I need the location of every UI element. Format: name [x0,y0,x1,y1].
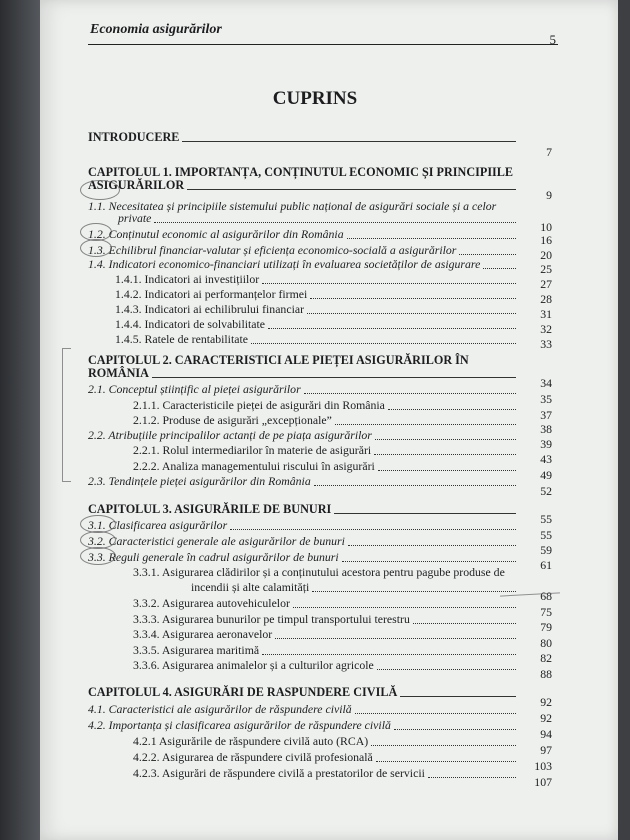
toc-entry: ASIGURĂRILOR [88,178,185,192]
toc-leader [304,393,516,394]
toc-page-number: 97 [540,743,552,757]
toc-entry: 1.3. Echilibrul financiar-valutar și eficiența economico-socială a asigurărilor [88,243,457,257]
pen-bracket-mark [62,348,71,482]
toc-leader [187,189,516,190]
toc-entry: 3.3. Reguli generale în cadrul asigurărilor de bunuri [88,550,339,564]
toc-page-number: 38 [540,422,552,436]
toc-page-number: 52 [540,484,552,498]
toc-leader [428,777,516,778]
toc-entry: 3.2. Caracteristici generale ale asigurărilor de bunuri [88,534,345,548]
toc-entry: 2.2.1. Rolul intermediarilor în materie de asigurări [133,443,372,457]
toc-entry: 4.2.2. Asigurarea de răspundere civilă profesională [133,750,373,764]
toc-entry: 3.3.3. Asigurarea bunurilor pe timpul transportului terestru [133,612,410,626]
toc-page-number: 7 [546,145,552,159]
toc-page-number: 35 [540,392,552,406]
toc-page-number: 16 [540,233,552,247]
toc-leader [268,328,516,329]
toc-entry: 1.4.3. Indicatori ai echilibrului financiar [115,302,305,316]
toc-entry: 2.2.2. Analiza managementului riscului în asigurări [133,459,375,473]
toc-page-number: 68 [540,589,552,603]
toc-entry: INTRODUCERE [88,130,180,144]
toc-entry: 4.2.1 Asigurările de răspundere civilă auto (RCA) [133,734,369,748]
toc-leader [347,238,516,239]
toc-page-number: 55 [540,512,552,526]
toc-entry: CAPITOLUL 4. ASIGURĂRI DE RASPUNDERE CIVILĂ [88,685,398,699]
toc-entry: 2.3. Tendințele pieței asigurărilor din România [88,474,311,488]
toc-leader [400,696,516,697]
toc-page-number: 34 [540,376,552,390]
toc-page-number: 82 [540,651,552,665]
toc-page-number: 33 [540,337,552,351]
toc-leader [394,729,516,730]
toc-leader [262,283,516,284]
toc-page-number: 28 [540,292,552,306]
toc-page-number: 31 [540,307,552,321]
toc-page-number: 61 [540,558,552,572]
toc-leader [377,669,516,670]
toc-leader [230,529,516,530]
toc-page-number: 79 [540,620,552,634]
toc-entry: 3.3.5. Asigurarea maritimă [133,643,260,657]
toc-entry: 3.3.2. Asigurarea autovehiculelor [133,596,290,610]
toc-leader [293,607,516,608]
toc-entry: 1.4. Indicatori economico-financiari utilizați în evaluarea societăților de asigurare [88,257,481,271]
toc-entry: 4.2. Importanța și clasificarea asigurărilor de răspundere civilă [88,718,391,732]
toc-leader [376,761,516,762]
toc-entry: CAPITOLUL 1. IMPORTANȚA, CONȚINUTUL ECONOMIC ȘI PRINCIPIILE [88,165,514,179]
pen-circle-mark [80,239,112,257]
toc-leader [154,222,516,223]
toc-leader [310,298,516,299]
toc-page-number: 10 [540,220,552,234]
toc-entry: CAPITOLUL 3. ASIGURĂRILE DE BUNURI [88,502,332,516]
toc-leader [314,485,516,486]
toc-page-number: 88 [540,667,552,681]
toc-leader [355,713,516,714]
toc-page-number: 80 [540,636,552,650]
toc-entry: 4.2.3. Asigurări de răspundere civilă a prestatorilor de servicii [133,766,425,780]
toc-leader [152,377,516,378]
toc-entry: 4.1. Caracteristici ale asigurărilor de răspundere civilă [88,702,352,716]
toc-entry: 2.1.1. Caracteristicile pieței de asigurări din România [133,398,385,412]
toc-leader [483,268,516,269]
toc-leader [375,439,516,440]
toc-page-number: 55 [540,528,552,542]
toc-page-number: 9 [546,188,552,202]
toc-leader [374,454,516,455]
toc-entry: CAPITOLUL 2. CARACTERISTICI ALE PIEȚEI ASIGURĂRILOR ÎN [88,353,469,367]
page-number: 5 [549,32,556,47]
toc-leader [275,638,516,639]
toc-page-number: 92 [540,711,552,725]
toc-page-number: 20 [540,248,552,262]
toc-leader [388,409,516,410]
toc-entry: 3.3.6. Asigurarea animalelor și a culturilor agricole [133,658,374,672]
toc-leader [348,545,516,546]
toc-title: CUPRINS [272,88,358,109]
toc-leader [312,591,516,592]
toc-entry: 2.2. Atribuțiile principalilor actanți de pe piața asigurărilor [88,428,372,442]
pen-circle-mark [80,180,120,200]
toc-entry: 1.4.5. Ratele de rentabilitate [115,332,248,346]
toc-entry: 1.4.2. Indicatori ai performanțelor firmei [115,287,308,301]
toc-entry: ROMÂNIA [88,366,149,380]
toc-leader [413,623,516,624]
toc-entry: 2.1. Conceptul științific al pieței asigurărilor [88,382,301,396]
toc-leader [251,343,516,344]
toc-leader [262,654,516,655]
toc-page-number: 103 [534,759,552,773]
toc-entry: 3.3.4. Asigurarea aeronavelor [133,627,273,641]
toc-entry: 1.2. Conținutul economic al asigurărilor din România [88,227,344,241]
toc-leader [182,141,516,142]
toc-entry: 1.1. Necesitatea și principiile sistemului public național de asigurări sociale și a celor [88,199,497,213]
toc-entry: 2.1.2. Produse de asigurări „excepționale” [133,413,332,427]
pen-circle-mark [80,547,116,565]
toc-entry: 1.4.4. Indicatori de solvabilitate [115,317,266,331]
toc-page-number: 94 [540,727,552,741]
toc-leader [334,513,516,514]
toc-leader [378,470,516,471]
toc-leader [342,561,516,562]
toc-entry: private [118,211,152,225]
toc-page-number: 49 [540,468,552,482]
toc-leader [307,313,516,314]
toc-page-number: 107 [534,775,552,789]
toc-page-number: 92 [540,695,552,709]
toc-page-number: 75 [540,605,552,619]
toc-leader [371,745,516,746]
toc-entry: 3.1. Clasificarea asigurărilor [88,518,228,532]
toc-page-number: 59 [540,543,552,557]
toc-entry: 3.3.1. Asigurarea clădirilor și a conținutului acestora pentru pagube produse de [133,565,505,579]
toc-page-number: 32 [540,322,552,336]
toc-leader [459,254,516,255]
toc-page-number: 25 [540,262,552,276]
toc-page-number: 27 [540,277,552,291]
toc-entry: incendii și alte calamități [191,580,310,594]
toc-page-number: 37 [540,408,552,422]
toc-page-number: 43 [540,452,552,466]
toc-leader [335,424,516,425]
toc-entry: 1.4.1. Indicatori ai investițiilor [115,272,260,286]
book-title: Economia asigurărilor [90,22,222,37]
toc-page-number: 39 [540,437,552,451]
